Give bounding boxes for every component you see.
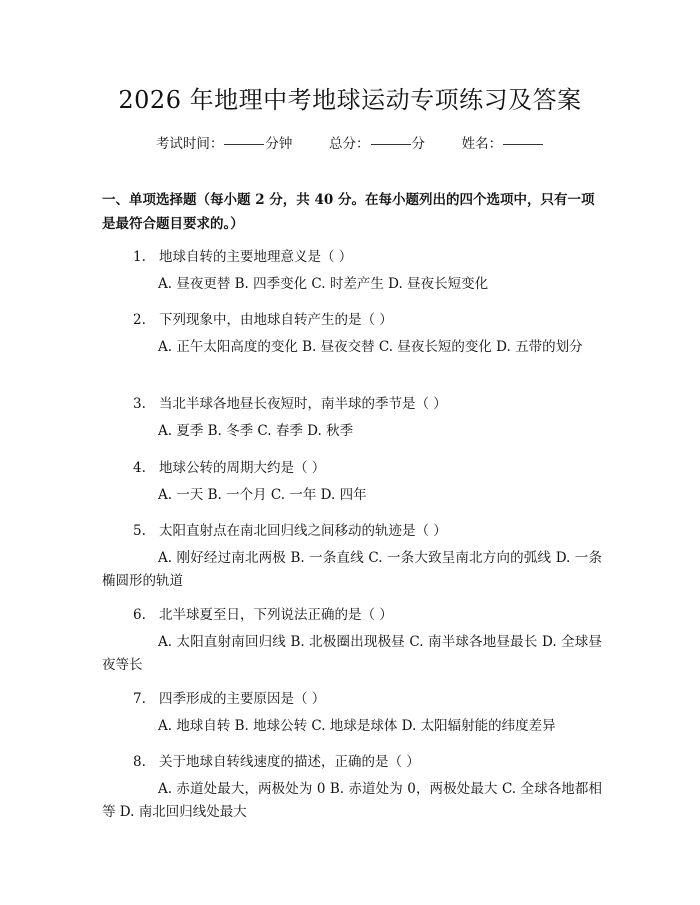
- question-options: A. 刚好经过南北两极 B. 一条直线 C. 一条大致呈南北方向的弧线 D. 一条椭圆形的轨道: [102, 550, 602, 589]
- question-text: 地球公转的周期大约是（ ）: [159, 460, 326, 476]
- question-options: A. 正午太阳高度的变化 B. 昼夜交替 C. 昼夜长短的变化 D. 五带的划分: [158, 339, 583, 355]
- score-label: 总分：: [329, 136, 370, 152]
- question-number: 7.: [133, 691, 146, 707]
- section-heading: 一、单项选择题（每小题 2 分，共 40 分。在每小题列出的四个选项中，只有一项是最符合题目要求的。）: [102, 192, 595, 232]
- question-stem: [133, 456, 325, 476]
- question-number: 5.: [133, 523, 146, 539]
- name-label: 姓名：: [461, 136, 503, 152]
- question-options: A. 地球自转 B. 地球公转 C. 地球是球体 D. 太阳辐射能的纬度差异: [158, 718, 556, 734]
- page-title: 2026 年地理中考地球运动专项练习及答案: [118, 86, 582, 114]
- time-label: 考试时间：: [155, 136, 224, 152]
- question-text: 当北半球各地昼长夜短时，南半球的季节是（ ）: [159, 396, 447, 412]
- question-options: A. 昼夜更替 B. 四季变化 C. 时差产生 D. 昼夜长短变化: [158, 276, 489, 292]
- question-number: 2.: [133, 312, 146, 328]
- question-text: 地球自转的主要地理意义是（ ）: [159, 249, 353, 265]
- question-number: 4.: [133, 460, 146, 476]
- time-unit: 分钟: [265, 136, 293, 152]
- question-options: A. 夏季 B. 冬季 C. 春季 D. 秋季: [158, 423, 354, 439]
- question-number: 1.: [133, 249, 146, 265]
- exam-info-line: [0, 132, 700, 152]
- question-options: A. 赤道处最大，两极处为 0 B. 赤道处为 0，两极处最大 C. 全球各地都相等 D. 南北回归线处最大: [102, 781, 602, 820]
- time-blank: [224, 144, 264, 145]
- question-stem: [133, 687, 325, 707]
- score-unit: 分: [411, 136, 425, 152]
- question-stem: [133, 519, 447, 539]
- question-text: 下列现象中，由地球自转产生的是（ ）: [159, 312, 393, 328]
- question-stem: [133, 750, 420, 770]
- score-blank: [371, 144, 411, 145]
- question-text: 四季形成的主要原因是（ ）: [159, 691, 326, 707]
- question-text: 关于地球自转线速度的描述，正确的是（ ）: [159, 754, 420, 770]
- question-options: A. 一天 B. 一个月 C. 一年 D. 四年: [158, 487, 367, 503]
- question-stem: [133, 308, 393, 328]
- name-blank: [503, 144, 543, 145]
- question-number: 8.: [133, 754, 146, 770]
- question-number: 6.: [133, 607, 146, 623]
- question-text: 太阳直射点在南北回归线之间移动的轨迹是（ ）: [159, 523, 447, 539]
- question-options: A. 太阳直射南回归线 B. 北极圈出现极昼 C. 南半球各地昼最长 D. 全球昼夜等长: [102, 634, 602, 673]
- question-stem: [133, 392, 447, 412]
- question-text: 北半球夏至日，下列说法正确的是（ ）: [159, 607, 393, 623]
- question-stem: [133, 603, 393, 623]
- question-stem: [133, 245, 352, 265]
- question-number: 3.: [133, 396, 146, 412]
